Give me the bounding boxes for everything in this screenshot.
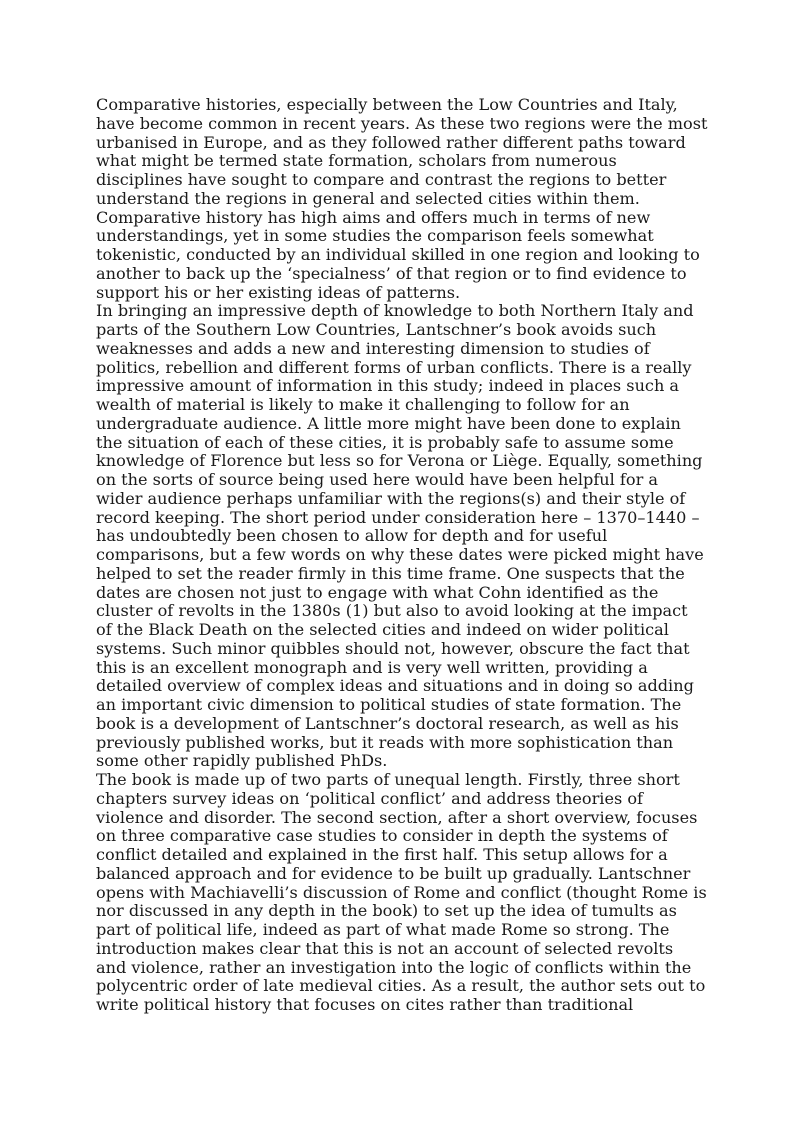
paragraph-lantschner-book: In bringing an impressive depth of knowledge to both Northern Italy and parts of the Southern Low Countries, Lantschner’s book avoids such weaknesses and adds a new and interesting dimension to studies of politics, rebellion and different forms of urban conflicts. There is a really impressive amount of information in this study; indeed in places such a wealth of material is likely to make it challenging to follow for an undergraduate audience. A little more might have been done to explain the situation of each of these cities, it is probably safe to assume some knowledge of Florence but less so for Verona or Liège. Equally, something on the sorts of source being used here would have been helpful for a wider audience perhaps unfamiliar with the regions(s) and their style of record keeping. The short period under consideration here – 1370–1440 – has undoubtedly been chosen to allow for depth and for useful comparisons, but a few words on why these dates were picked might have helped to set the reader firmly in this time frame. One suspects that the dates are chosen not just to engage with what Cohn identified as the cluster of revolts in the 1380s (1) but also to avoid looking at the impact of the Black Death on the selected cities and indeed on wider political systems. Such minor quibbles should not, however, obscure the fact that this is an excellent monograph and is very well written, providing a detailed overview of complex ideas and situations and in doing so adding an important civic dimension to political studies of state formation. The book is a development of Lantschner’s doctoral research, as well as his previously published works, but it reads with more sophistication than some other rapidly published PhDs. — [96, 301, 704, 771]
paragraph-book-structure: The book is made up of two parts of unequal length. Firstly, three short chapters survey ideas on ‘political conflict’ and address theories of violence and disorder. The second section, after a short overview, focuses on three comparative case studies to consider in depth the systems of conflict detailed and explained in the first half. This setup allows for a balanced approach and for evidence to be built up gradually. Lantschner opens with Machiavelli’s discussion of Rome and conflict (thought Rome is nor discussed in any depth in the book) to set up the idea of tumults as part of political life, indeed as part of what made Rome so strong. The introduction makes clear that this is not an account of selected revolts and violence, rather an investigation into the logic of conflicts within the polycentric order of late medieval cities. As a result, the author sets out to write political history that focuses on cites rather than traditional — [96, 770, 707, 1014]
document-page — [96, 96, 708, 1015]
paragraph-comparative-histories: Comparative histories, especially between the Low Countries and Italy, have become common in recent years. As these two regions were the most urbanised in Europe, and as they followed rather different paths toward what might be termed state formation, scholars from numerous disciplines have sought to compare and contrast the regions to better understand the regions in general and selected cities within them. Comparative history has high aims and offers much in terms of new understandings, yet in some studies the comparison feels somewhat tokenistic, conducted by an individual skilled in one region and looking to another to back up the ‘specialness’ of that region or to find evidence to support his or her existing ideas of patterns. — [96, 95, 708, 302]
